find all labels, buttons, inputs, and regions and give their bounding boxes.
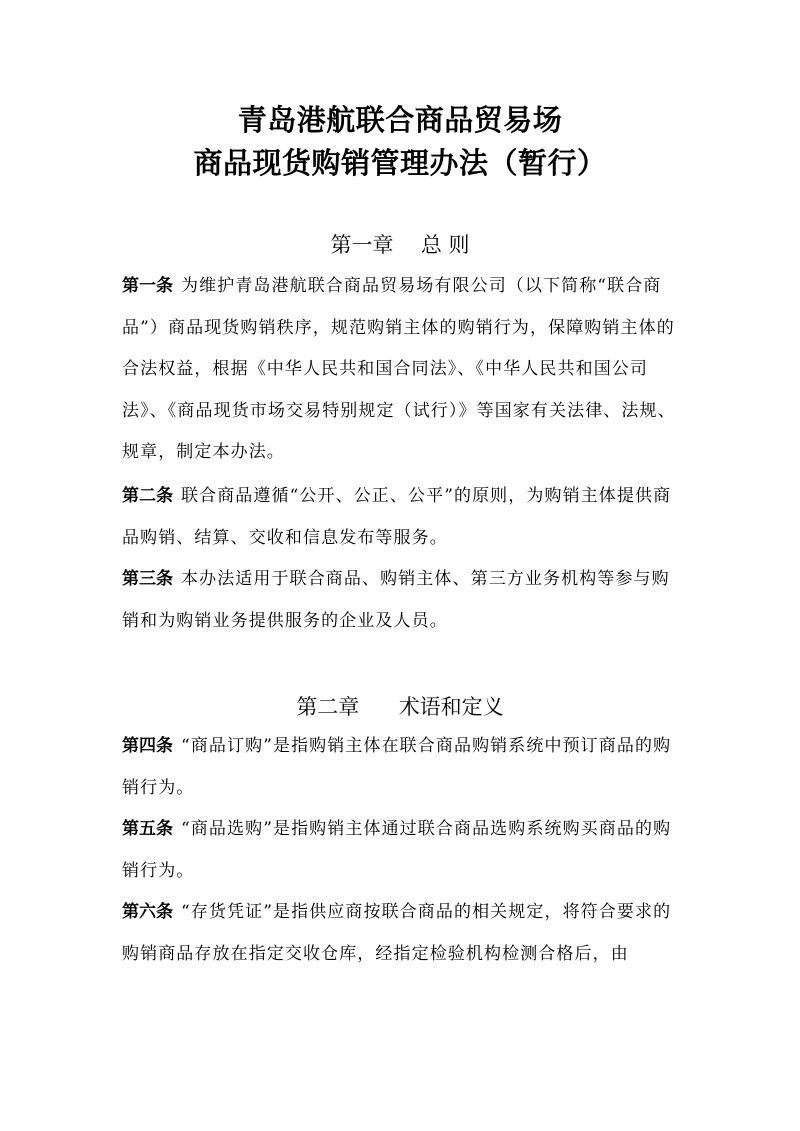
- article-number: 第二条: [122, 486, 173, 506]
- article-4: [122, 726, 678, 809]
- article-number: 第五条: [122, 819, 173, 839]
- article-3: [122, 559, 678, 642]
- article-number: 第六条: [122, 902, 173, 922]
- document-title-line-2: 商品现货购销管理办法（暂行）: [193, 146, 607, 180]
- article-text: “商品选购”是指购销主体通过联合商品选购系统购买商品的购销行为。: [122, 819, 672, 881]
- chapter-number: 第一章: [330, 233, 394, 257]
- chapter-heading-2: [0, 691, 800, 721]
- article-5: [122, 809, 678, 892]
- chapter-number: 第二章: [296, 695, 360, 719]
- article-text: “存货凭证”是指供应商按联合商品的相关规定，将符合要求的购销商品存放在指定交收仓库，经指定检验机构检测合格后，由: [122, 902, 672, 964]
- article-number: 第四条: [122, 736, 173, 756]
- article-text: 联合商品遵循“公开、公正、公平”的原则，为购销主体提供商品购销、结算、交收和信息发布等服务。: [122, 486, 672, 548]
- chapter-heading-1: [0, 229, 800, 259]
- chapter-name: 术语和定义: [398, 695, 504, 719]
- chapter-name: 总 则: [420, 233, 470, 257]
- article-text: 为维护青岛港航联合商品贸易场有限公司（以下简称“联合商品”）商品现货购销秩序，规范购销主体的购销行为，保障购销主体的合法权益，根据《中华人民共和国合同法》、《中华人民共和国公司法》、《商品现货市场交易特别规定（试行）》等国家有关法律、法规、规章，制定本办法。: [122, 276, 676, 462]
- article-text: 本办法适用于联合商品、购销主体、第三方业务机构等参与购销和为购销业务提供服务的企业及人员。: [122, 569, 670, 631]
- article-1: [122, 266, 678, 474]
- document-title-line-1: 青岛港航联合商品贸易场: [237, 103, 563, 137]
- article-number: 第一条: [122, 276, 173, 296]
- article-6: [122, 892, 678, 975]
- article-2: [122, 476, 678, 559]
- article-number: 第三条: [122, 569, 173, 589]
- article-text: “商品订购”是指购销主体在联合商品购销系统中预订商品的购销行为。: [122, 736, 672, 798]
